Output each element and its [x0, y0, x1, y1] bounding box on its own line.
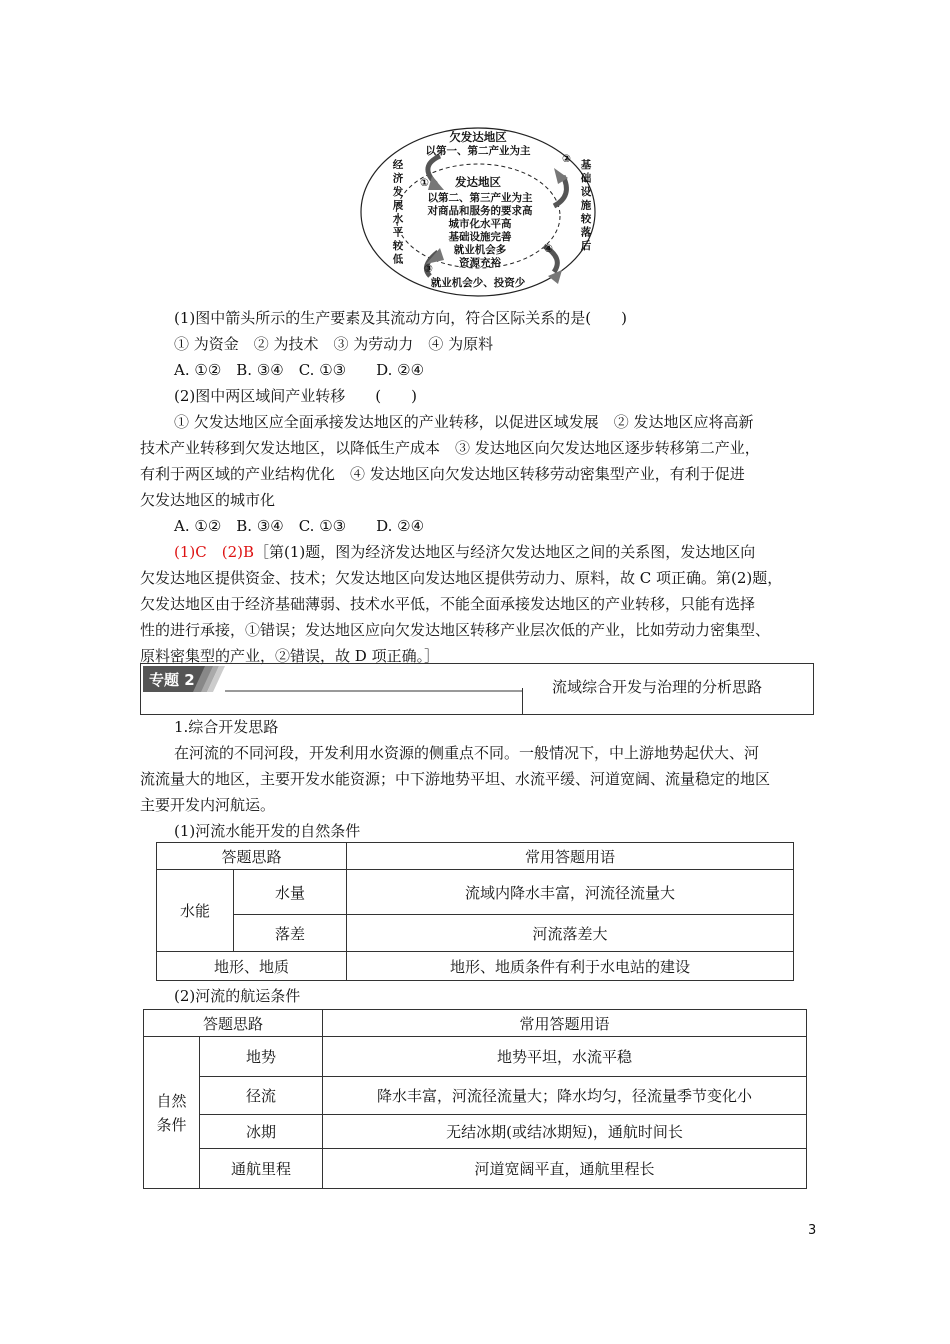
answer-line: 性的进行承接，①错误；发达地区应向欠发达地区转移产业层次低的产业，比如劳动力密集型、 — [140, 621, 771, 639]
left-vertical-text — [392, 158, 404, 266]
left-vertical-char: 济 — [392, 172, 404, 185]
table2-cell: 河道宽阔平直，通航里程长 — [323, 1149, 807, 1189]
table1-cell: 河流落差大 — [347, 915, 794, 952]
table1-cell: 水量 — [234, 870, 347, 915]
table2-header: 常用答题用语 — [323, 1010, 807, 1037]
navigation-table — [143, 1009, 807, 1189]
answer-line: 欠发达地区提供资金、技术；欠发达地区向发达地区提供劳动力、原料，故 C 项正确。第(2)题， — [140, 569, 783, 587]
right-vertical-char: 础 — [580, 172, 592, 185]
right-vertical-text — [580, 158, 592, 252]
page-number: 3 — [808, 1223, 817, 1238]
inner-line: 资源充裕 — [459, 257, 501, 269]
answer-line-1 — [174, 539, 755, 565]
answer-line: 原料密集型的产业，②错误，故 D 项正确。］ — [140, 647, 440, 665]
banner-divider — [522, 688, 523, 714]
section-line: 在河流的不同河段，开发利用水资源的侧重点不同。一般情况下，中上游地势起伏大、河 — [174, 744, 760, 762]
left-vertical-char: 较 — [392, 240, 404, 252]
answer-line: 欠发达地区由于经济基础薄弱、技术水平低，不能全面承接发达地区的产业转移，只能有选择 — [140, 595, 756, 613]
banner-tag-graphic — [143, 666, 523, 692]
outer-bottom-text: 就业机会少、投资少 — [430, 277, 526, 289]
section-line: 流流量大的地区，主要开发水能资源；中下游地势平坦、水流平缓、河道宽阔、流量稳定的地区 — [140, 770, 771, 788]
table2-caption: (2)河流的航运条件 — [174, 987, 301, 1005]
left-vertical-char: 展 — [392, 199, 404, 212]
marker-4: ④ — [544, 243, 553, 255]
table2-cell: 冰期 — [200, 1115, 323, 1149]
table1-cell: 落差 — [234, 915, 347, 952]
right-vertical-char: 基 — [580, 159, 592, 171]
table1-cell: 地形、地质 — [157, 952, 347, 981]
topic-banner — [140, 663, 814, 715]
answer-text: ［第(1)题，图为经济发达地区与经济欠发达地区之间的关系图，发达地区向 — [254, 543, 756, 561]
table1-cell: 地形、地质条件有利于水电站的建设 — [347, 952, 794, 981]
right-vertical-char: 设 — [580, 186, 592, 198]
section-heading: 1.综合开发思路 — [174, 718, 279, 736]
right-vertical-char: 后 — [580, 240, 592, 252]
left-vertical-char: 水 — [392, 213, 404, 225]
left-vertical-char: 平 — [392, 226, 404, 239]
inner-line: 以第二、第三产业为主 — [427, 192, 533, 204]
q1-items: ① 为资金 ② 为技术 ③ 为劳动力 ④ 为原料 — [174, 335, 494, 353]
right-vertical-char: 施 — [580, 199, 592, 212]
table2-group — [144, 1037, 200, 1189]
table2-cell: 降水丰富，河流径流量大；降水均匀，径流量季节变化小 — [323, 1077, 807, 1115]
left-vertical-char: 低 — [392, 253, 404, 266]
table1-header: 答题思路 — [157, 843, 347, 870]
hydropower-table — [156, 842, 794, 981]
marker-2: ② — [562, 153, 571, 165]
region-relation-diagram — [358, 124, 598, 299]
table2-cell: 无结冰期(或结冰期短)，通航时间长 — [323, 1115, 807, 1149]
outer-title: 欠发达地区 — [449, 130, 507, 144]
left-vertical-char: 经 — [392, 159, 404, 171]
answer-key: (1)C (2)B — [174, 543, 254, 561]
section-line: 主要开发内河航运。 — [140, 796, 276, 814]
q2-line: 有利于两区域的产业结构优化 ④ 发达地区向欠发达地区转移劳动密集型产业，有利于促进 — [140, 465, 745, 483]
right-vertical-char: 较 — [580, 213, 592, 225]
table2-header: 答题思路 — [144, 1010, 323, 1037]
table1-cell: 流域内降水丰富，河流径流量大 — [347, 870, 794, 915]
inner-line: 对商品和服务的要求高 — [427, 205, 533, 217]
inner-line: 基础设施完善 — [448, 231, 512, 243]
table1-caption: (1)河流水能开发的自然条件 — [174, 822, 361, 840]
q2-options: A. ①② B. ③④ C. ①③ D. ②④ — [174, 517, 425, 535]
table2-cell: 地势平坦，水流平稳 — [323, 1037, 807, 1077]
q2-line: 欠发达地区的城市化 — [140, 491, 276, 509]
q2-line: ① 欠发达地区应全面承接发达地区的产业转移，以促进区域发展 ② 发达地区应将高新 — [174, 413, 754, 431]
left-vertical-char: 发 — [392, 186, 404, 198]
table2-cell: 地势 — [200, 1037, 323, 1077]
marker-3: ③ — [424, 263, 433, 275]
q2-line: 技术产业转移到欠发达地区，以降低生产成本 ③ 发达地区向欠发达地区逐步转移第二产业， — [140, 439, 760, 457]
right-vertical-char: 落 — [580, 226, 592, 239]
arrow-3-head — [426, 248, 444, 264]
marker-1: ① — [420, 177, 429, 189]
banner-title: 流域综合开发与治理的分析思路 — [552, 678, 763, 696]
table1-group: 水能 — [157, 870, 234, 952]
q1-options: A. ①② B. ③④ C. ①③ D. ②④ — [174, 361, 425, 379]
inner-title: 发达地区 — [455, 175, 501, 189]
q1-stem: (1)图中箭头所示的生产要素及其流动方向，符合区际关系的是( ) — [174, 309, 627, 327]
table2-group-text: 自然条件 — [156, 1091, 187, 1134]
banner-tag-text: 专题 2 — [149, 671, 195, 689]
table2-cell: 通航里程 — [200, 1149, 323, 1189]
inner-line: 城市化水平高 — [448, 218, 512, 230]
inner-line: 就业机会多 — [453, 244, 507, 256]
table1-header: 常用答题用语 — [347, 843, 794, 870]
outer-subtitle: 以第一、第二产业为主 — [425, 145, 531, 157]
table2-cell: 径流 — [200, 1077, 323, 1115]
q2-stem: (2)图中两区域间产业转移 ( ) — [174, 387, 417, 405]
